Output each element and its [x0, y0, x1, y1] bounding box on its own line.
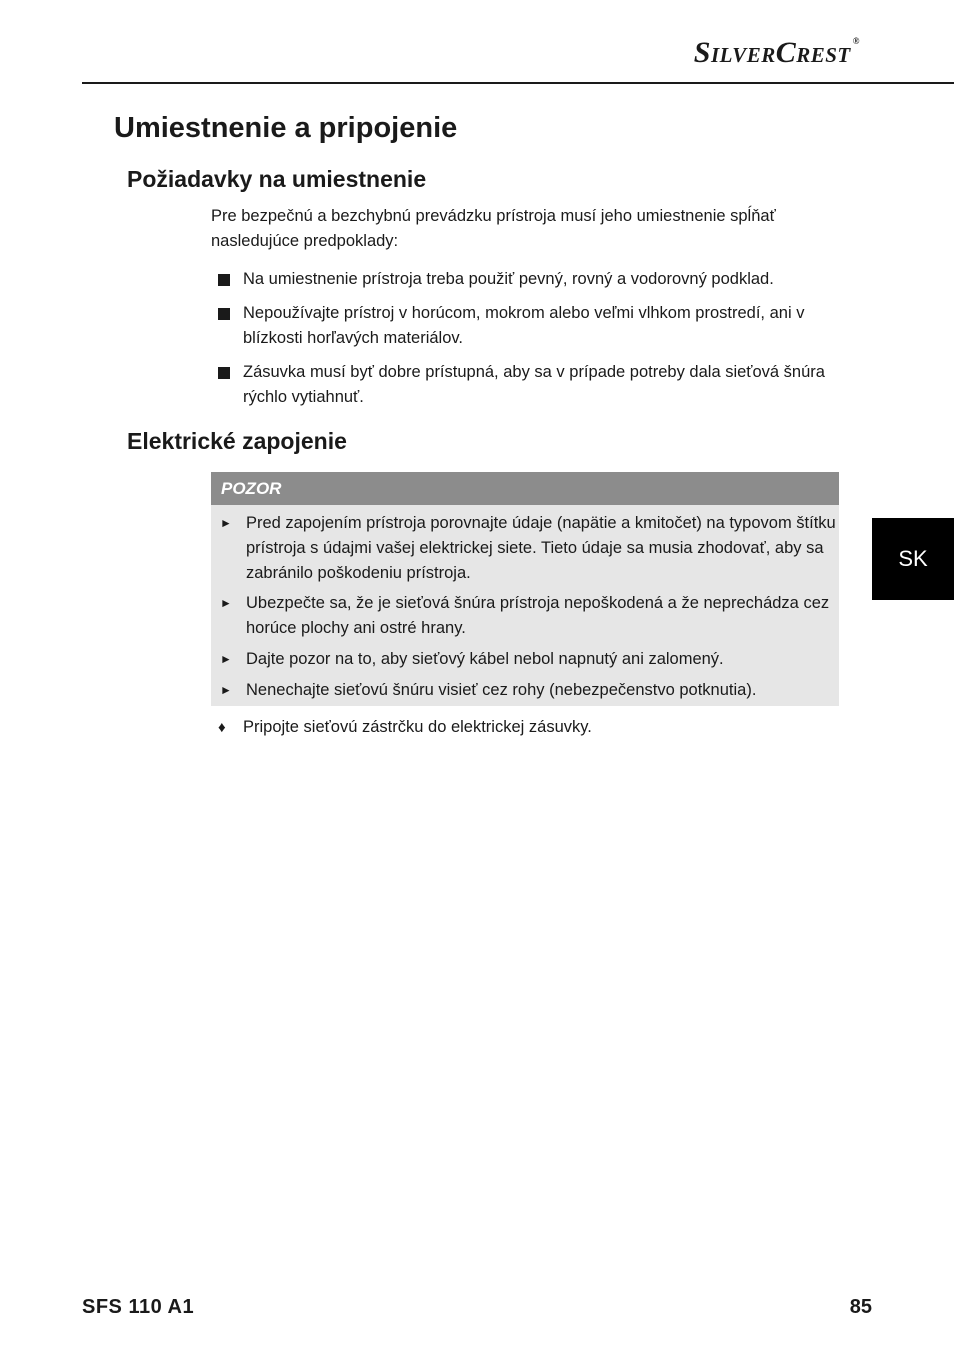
footer-model: SFS 110 A1: [82, 1296, 195, 1318]
warning-item: ► Ubezpečte sa, že je sieťová šnúra prístroja nepoškodená a že neprechádza cez horúce plochy ani ostré hrany.: [246, 591, 836, 641]
requirement-list: [211, 301, 831, 351]
arrow-bullet-icon: ►: [220, 652, 232, 666]
requirement-list: [211, 360, 831, 410]
warning-box: [211, 472, 839, 706]
section-heading-placement: Požiadavky na umiestnenie: [127, 166, 427, 192]
requirement-list: [211, 267, 831, 292]
intro-paragraph: Pre bezpečnú a bezchybnú prevádzku prístroja musí jeho umiestnenie spĺňať nasledujúce predpoklady:: [211, 207, 776, 250]
list-item: Na umiestnenie prístroja treba použiť pevný, rovný a vodorovný podklad.: [211, 267, 831, 292]
square-bullet-icon: [218, 367, 230, 379]
square-bullet-icon: [218, 308, 230, 320]
section-heading-electrical: Elektrické zapojenie: [127, 428, 347, 454]
arrow-bullet-icon: ►: [220, 683, 232, 697]
brand-logo: SilverCrest ®: [693, 36, 860, 69]
header-rule: [82, 82, 954, 84]
page-number: 85: [849, 1296, 872, 1318]
arrow-bullet-icon: ►: [220, 596, 232, 610]
page-title: Umiestnenie a pripojenie: [114, 112, 458, 144]
square-bullet-icon: [218, 274, 230, 286]
warning-label: POZOR: [211, 472, 839, 505]
diamond-bullet-icon: ♦: [218, 719, 226, 736]
list-item: Zásuvka musí byť dobre prístupná, aby sa v prípade potreby dala sieťová šnúra rýchlo vytiahnuť.: [211, 360, 831, 410]
action-step: ♦ Pripojte sieťovú zástrčku do elektrickej zásuvky.: [211, 715, 831, 740]
warning-item: ► Dajte pozor na to, aby sieťový kábel nebol napnutý ani zalomený.: [246, 647, 836, 672]
warning-item: ► Nenechajte sieťovú šnúru visieť cez rohy (nebezpečenstvo potknutia).: [246, 678, 836, 703]
warning-item: ► Pred zapojením prístroja porovnajte údaje (napätie a kmitočet) na typovom štítku prístroja s údajmi vašej elektrickej siete. Tieto údaje sa musia zhodovať, aby sa zabránilo poškodeniu prístroja.: [246, 511, 836, 586]
language-tab: SK: [872, 518, 954, 600]
arrow-bullet-icon: ►: [220, 516, 232, 530]
list-item: Nepoužívajte prístroj v horúcom, mokrom alebo veľmi vlhkom prostredí, ani v blízkosti horľavých materiálov.: [211, 301, 831, 351]
